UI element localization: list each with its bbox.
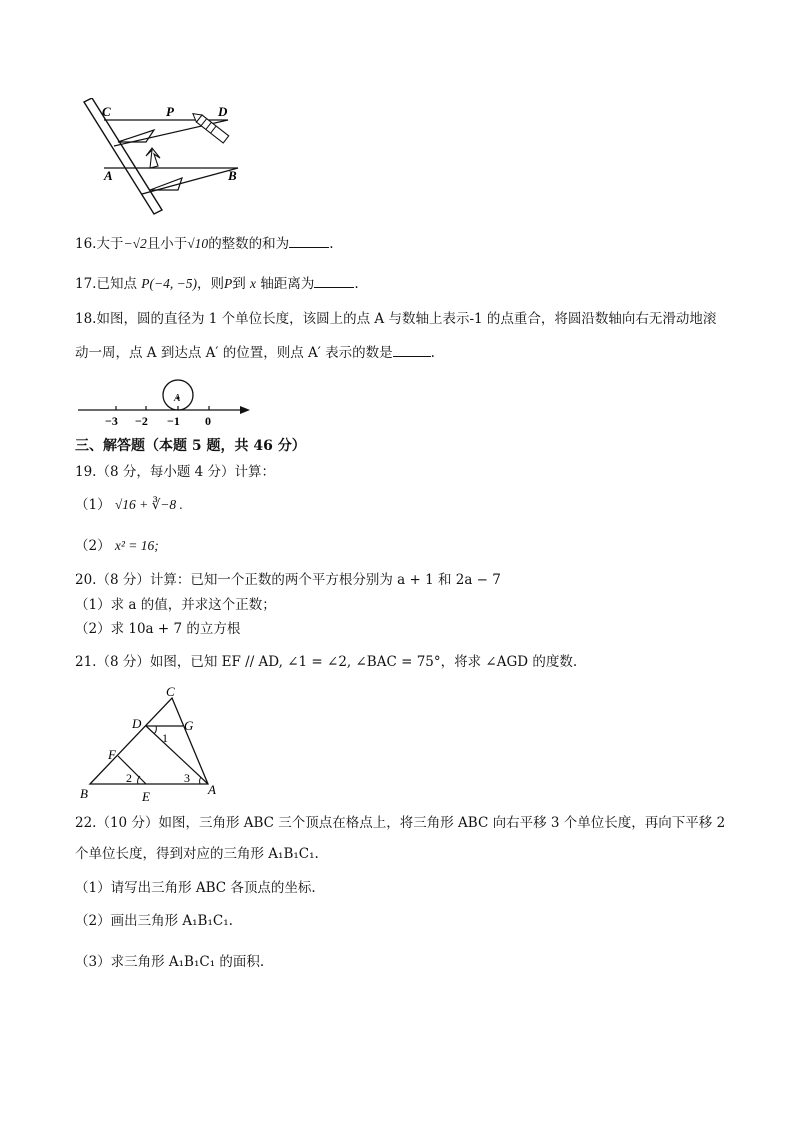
tri-label-B: B (80, 786, 88, 801)
q17-point: P(−4, −5) (141, 276, 197, 291)
q18-line2-prefix: 动一周，点 A 到达点 A′ 的位置，则点 A′ 表示的数是 (75, 345, 393, 361)
q17-end: . (354, 276, 359, 292)
q17-p: P (224, 276, 233, 291)
tri-label-C: C (166, 684, 175, 699)
tri-label-F: F (108, 747, 116, 762)
q16-suffix: 的整数的和为 (208, 236, 290, 252)
label-D: D (218, 104, 228, 119)
q17-prefix: 17.已知点 (75, 276, 137, 292)
q16-mid: 且小于 (146, 236, 188, 252)
question-19-title: 19.（8 分，每小题 4 分）计算： (75, 464, 276, 480)
q19-p2-expr: x² = 16; (114, 538, 159, 553)
q18-answer-blank[interactable] (393, 343, 431, 357)
tri-label-A: A (208, 782, 216, 797)
q17-answer-blank[interactable] (314, 274, 354, 288)
question-20-part2: （2）求 10a + 7 的立方根 (75, 621, 241, 637)
question-17 (75, 274, 359, 293)
label-B: B (228, 168, 237, 183)
q17-mid2: 到 (232, 276, 246, 292)
tick-label-minus2: −2 (135, 414, 148, 428)
tri-label-D: D (132, 716, 142, 731)
label-A: A (104, 168, 113, 183)
question-19-part2 (75, 537, 159, 555)
question-21-title: 21.（8 分）如图，已知 EF // AD, ∠1 = ∠2, ∠BAC = 75°，将求 ∠AGD 的度数. (75, 654, 578, 670)
q17-x: x (250, 276, 257, 291)
q16-neg-sqrt2: −√2 (123, 236, 147, 251)
question-20-part1: （1）求 a 的值，并求这个正数； (75, 597, 276, 613)
ruler-construction-figure (78, 98, 253, 218)
tri-angle-3: 3 (184, 771, 190, 785)
question-16 (75, 234, 333, 253)
q19-p1-expr: √16 + ∛−8 . (114, 497, 183, 512)
numberline-point-A: A (174, 393, 181, 404)
q19-p1-label: （1） (75, 497, 111, 513)
q18-end: . (430, 345, 435, 361)
tri-label-G: G (184, 718, 194, 733)
q16-prefix: 16.大于 (75, 236, 124, 252)
q17-suffix: 轴距离为 (260, 276, 315, 292)
question-19-part1 (75, 496, 183, 514)
question-22-part2: （2）画出三角形 A₁B₁C₁. (75, 913, 233, 929)
tri-angle-2: 2 (126, 771, 132, 785)
number-line-figure (74, 376, 254, 428)
q17-mid: ，则 (197, 276, 224, 292)
question-20-title: 20.（8 分）计算：已知一个正数的两个平方根分别为 a + 1 和 2a − 7 (75, 572, 501, 588)
question-22-part3: （3）求三角形 A₁B₁C₁ 的面积. (75, 954, 265, 970)
question-22-part1: （1）请写出三角形 ABC 各顶点的坐标. (75, 880, 316, 896)
question-18-line1: 18.如图，圆的直径为 1 个单位长度，该圆上的点 A 与数轴上表示-1 的点重合，将圆沿数轴向右无滑动地滚 (75, 311, 717, 327)
q16-end: . (329, 236, 334, 252)
question-22-line1: 22.（10 分）如图，三角形 ABC 三个顶点在格点上，将三角形 ABC 向右平移 3 个单位长度，再向下平移 2 (75, 815, 726, 831)
question-18-line2 (75, 343, 435, 362)
section-3-heading: 三、解答题（本题 5 题，共 46 分） (75, 438, 306, 454)
tri-angle-1: 1 (162, 731, 168, 745)
question-22-line2: 个单位长度，得到对应的三角形 A₁B₁C₁. (75, 846, 319, 862)
tick-label-0: 0 (205, 414, 211, 428)
tick-label-minus1: −1 (167, 414, 180, 428)
tri-label-E: E (142, 789, 150, 804)
tick-label-minus3: −3 (105, 414, 118, 428)
q16-answer-blank[interactable] (289, 234, 329, 248)
q19-p2-label: （2） (75, 538, 111, 554)
triangle-figure (78, 684, 223, 804)
label-C: C (102, 104, 111, 119)
label-P: P (166, 104, 174, 119)
q16-sqrt10: √10 (187, 236, 209, 251)
